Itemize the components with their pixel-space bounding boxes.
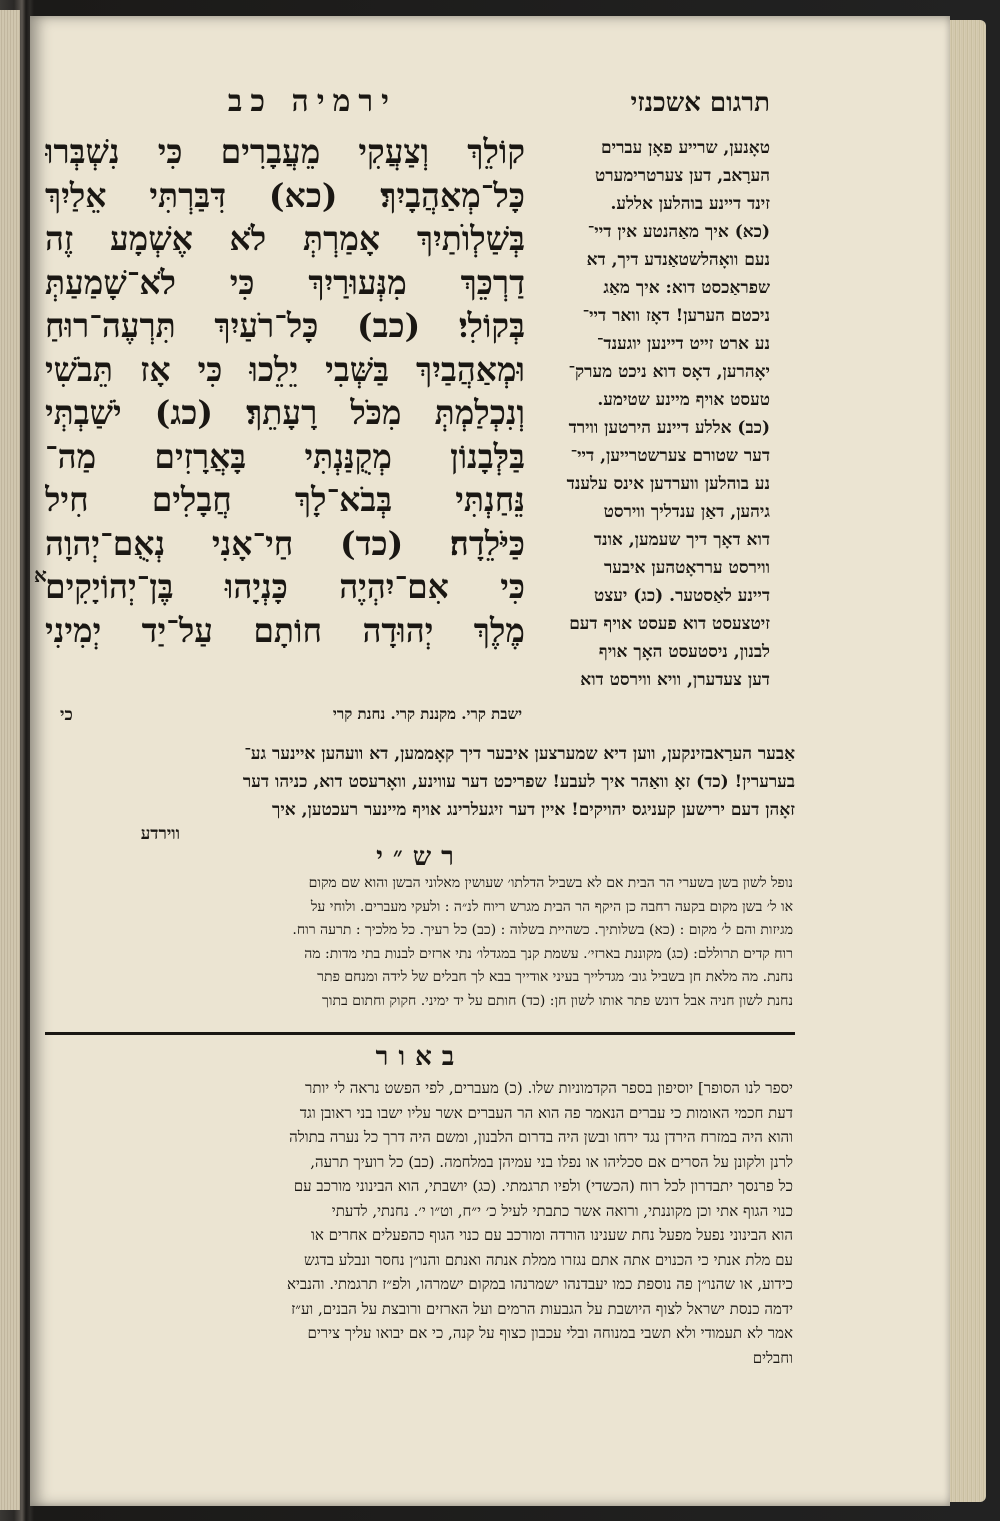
book-title: ירמיה כב <box>227 84 397 119</box>
biur-line: עם מלת אנתי כי הכנוים אתה אתם נגזרו ממלת אנתה ואנתם והנו״ן נחסר ונבלע בדגש <box>303 1250 793 1269</box>
targum-column <box>540 134 770 694</box>
hebrew-line: כִּי אִם־יִהְיֶה כָּנְיָהוּ בֶּן־יְהוֹיָקִים <box>45 567 525 606</box>
targum-line: טאָנען, שרייע פאָן עברים <box>601 138 770 158</box>
targum-wide-block <box>45 740 795 824</box>
targum-line: (כא) איך מאַהנטע אין דיי־ <box>587 222 770 242</box>
targum-line: זיטצעסט דוא פעסט אויף דעם <box>569 614 770 634</box>
rashi-line: נופל לשון בשן בשערי הר הבית אם לא בשביל הדלתו׳ שעושין מאלוני הבשן והוא שם מקום <box>308 875 793 891</box>
hebrew-line: קוֹלֵךְ וְצַעֲקִי מֵעֲבָרִים כִּי נִשְׁבְּרוּ <box>45 132 525 171</box>
hebrew-line: וּמְאַהֲבַיִךְ בַּשְּׁבִי יֵלֵכוּ כִּי אָז תֵּבֹשִׁי <box>45 349 525 389</box>
hebrew-line: מֶלֶךְ יְהוּדָה חוֹתָם עַל־יַד יְמִינִי <box>45 610 525 650</box>
hebrew-line: נֵּחַנְתִּי בְּבֹא־לָךְ חֲבָלִים חִיל <box>45 480 525 519</box>
hebrew-text-block <box>45 130 525 652</box>
rashi-line: מגיזות והם ל׳ מקום : (כא) בשלותיך. כשהיית בשלוה : (כב) כל רעיך. כל מלכיך : תרעה רוח. <box>292 922 793 938</box>
margin-marker: א <box>34 563 47 587</box>
biur-line: דעת חכמי האומות כי עברים הנאמר פה הוא הר העברים אשר עליו ישבו בני ראובן וגד <box>299 1103 793 1122</box>
kere-note: ישבת קרי. מקננת קרי. נחנת קרי <box>332 705 522 723</box>
targum-line: ניכטם הערען! דאָז וואר דיי־ <box>582 306 770 326</box>
targum-line: שפראַכסט דוא: איך מאַג <box>603 278 770 298</box>
page-stack-edge <box>950 20 986 1502</box>
targum-wide-line: אַבער הערַאבזינקען, ווען דיא שמערצען איבער דיך קאָממען, דא וועהען איינער גע־ <box>244 744 795 764</box>
catchword-targum: ווירדע <box>140 824 180 844</box>
targum-line: טעסט אויף מיינע שטימע. <box>597 390 770 410</box>
targum-line: נע ארט זייט דיינען יוגענד־ <box>596 334 770 354</box>
targum-wide-line: זאָהן דעם ירישען קעניגס יהויקים! איין דער זיגעלרינג אויף מיינער רעכטען, איך <box>272 800 795 820</box>
catchword-hebrew: כי <box>60 705 73 725</box>
targum-line: דער שטורם צערשטרייען, דיי־ <box>570 446 770 466</box>
biur-line: כידוע, או שהנו״ן פה נוספת כמו יעבדנהו ישמרנהו במקום ישמרהו, ולפ״ז תרגמתי. והנביא <box>287 1275 793 1293</box>
targum-line: יאָהרען, דאָס דוא ניכט מערק־ <box>568 362 770 382</box>
rashi-commentary <box>45 872 793 1013</box>
targum-line: גיהען, דאַן ענדליך ווירסט <box>603 502 770 522</box>
targum-line: נע בוהלען ווערדען אינס עלענד <box>566 474 770 494</box>
targum-line: דוא דאָך דיך שעמען, אונד <box>593 530 770 550</box>
hebrew-line: וְנִכְלַמְתְּ מִכֹּל רָעָתֵךְ׃ (כג) יֹשַׁבְתְּי <box>45 393 525 432</box>
left-page-edge <box>0 10 20 1510</box>
targum-line: דען צעדערן, וויא ווירסט דוא <box>580 670 770 690</box>
biur-title: באור <box>375 1042 465 1072</box>
hebrew-line: כַּיֹּלֵדָה׃ (כד) חַי־אָנִי נְאֻם־יְהוָה <box>45 523 525 563</box>
biur-commentary <box>45 1076 793 1370</box>
section-divider <box>45 1032 795 1035</box>
biur-line: ידמה כנסת ישראל לצוף היושבת על הגבעות הרמים ועל הארזים ורובצת על הבנים, וע״ז <box>291 1299 793 1318</box>
targum-wide-line: בערערין! (כד) זאָ וואַהר איך לעבע! שפריכט דער עווינע, וואָרעסט דוא, כניהו דער <box>242 772 795 792</box>
biur-line: כל פרנסך יתבדרון לכל רוח (הכשדי) ולפיו תרגמתי. (כג) יושבתי, הוא הבינוני מורכב עם <box>293 1177 793 1195</box>
targum-line: לבנון, ניסטעסט האָך אויף <box>598 642 770 662</box>
biur-line: והוא היה במזרח הירדן נגד ירחו ובשן היה בדרום הלבנון, ומשם היה דרך כל נערה בתולה <box>289 1128 793 1146</box>
rashi-title: רש״י <box>376 842 464 872</box>
targum-line: הערָאב, דען צערטרימערט <box>594 166 770 186</box>
biur-line: אמר לא תעמודי ולא תשבי במנוחה ובלי עכבון כצוף על קנה, כי אם יבואו עליך צירים <box>307 1324 793 1342</box>
hebrew-line: בְּקוֹלִי׃ (כב) כָּל־רֹעַיִךְ תִּרְעֶה־רוּחַ <box>45 306 525 345</box>
hebrew-line: בַּלְּבָנוֹן מְקֻנַּנְתִּי בָּאֲרָזִים מַה־ <box>45 436 525 476</box>
hebrew-line: כָּל־מְאַהֲבָיִךְ׃ (כא) דִּבַּרְתִּי אֵלַיִךְ <box>45 175 525 215</box>
biur-line: וחבלים <box>752 1348 793 1367</box>
hebrew-line: דַרְכֵּךְ מִנְּעוּרַיִךְ כִּי לֹא־שָׁמַעַתְּ <box>45 262 525 302</box>
targum-line: (כב) אללע דיינע הירטען ווירד <box>568 418 770 438</box>
targum-line: דיינע לאַסטער. (כג) יעצט <box>594 586 770 606</box>
targum-line: זינד דיינע בוהלען אללע. <box>610 194 770 214</box>
biur-line: כנוי הגוף אתי וכן מקוננתי, ורואה אשר כתבתי לעיל כ׳ י״ח, וט״ו י׳. נחנתי, לדעתי <box>331 1201 793 1220</box>
biur-line: לרנן ולקונן על הסרים אם סכליהו או נפלו בני עמיהן במלחמה. (כב) כל רועיך תרעה, <box>310 1152 793 1171</box>
targum-title: תרגום אשכנזי <box>630 88 770 118</box>
rashi-line: נחנת לשון חניה אבל דונש פתר אותו לשון חן: (כד) חותם על יד ימיני. חקוק וחתום בתוך <box>322 992 793 1009</box>
rashi-line: רוח קדים תרוללם: (כג) מקוננת בארזי׳. עשמת קנך במגדלו׳ נתי ארזים לבנות בתי מדות: מה <box>304 945 793 962</box>
rashi-line: או ל׳ בשן מקום בקעה רחבה כן היקף הר הבית מגרש ריוח לנ״ה : ולעקי מעברים. ולוחי על <box>310 898 793 915</box>
rashi-line: נחנת. מה מלאת חן בשביל גוב׳ מגדלייך בעיני אודייך בבא לך חבלים של לידה ומנחם פתר <box>317 969 793 985</box>
biur-line: יספר לנו הסופר] יוסיפון בספר הקדמוניות שלו. (כ) מעברים, לפי הפשט נראה לי יותר <box>304 1079 793 1097</box>
biur-line: הוא הבינוני נפעל מפעל נחת שענינו הורדה ומורכב עם כנוי הגוף כהפעלים אחרים או <box>311 1226 793 1244</box>
targum-line: נעם וואָהלשטאַנדע דיך, דא <box>586 250 770 270</box>
targum-line: ווירסט ערראָטהען איבער <box>603 558 770 578</box>
hebrew-line: בְּשַׁלְוֺתַיִךְ אָמַרְתְּ לֹא אֶשְׁמָע זֶה <box>45 219 525 258</box>
